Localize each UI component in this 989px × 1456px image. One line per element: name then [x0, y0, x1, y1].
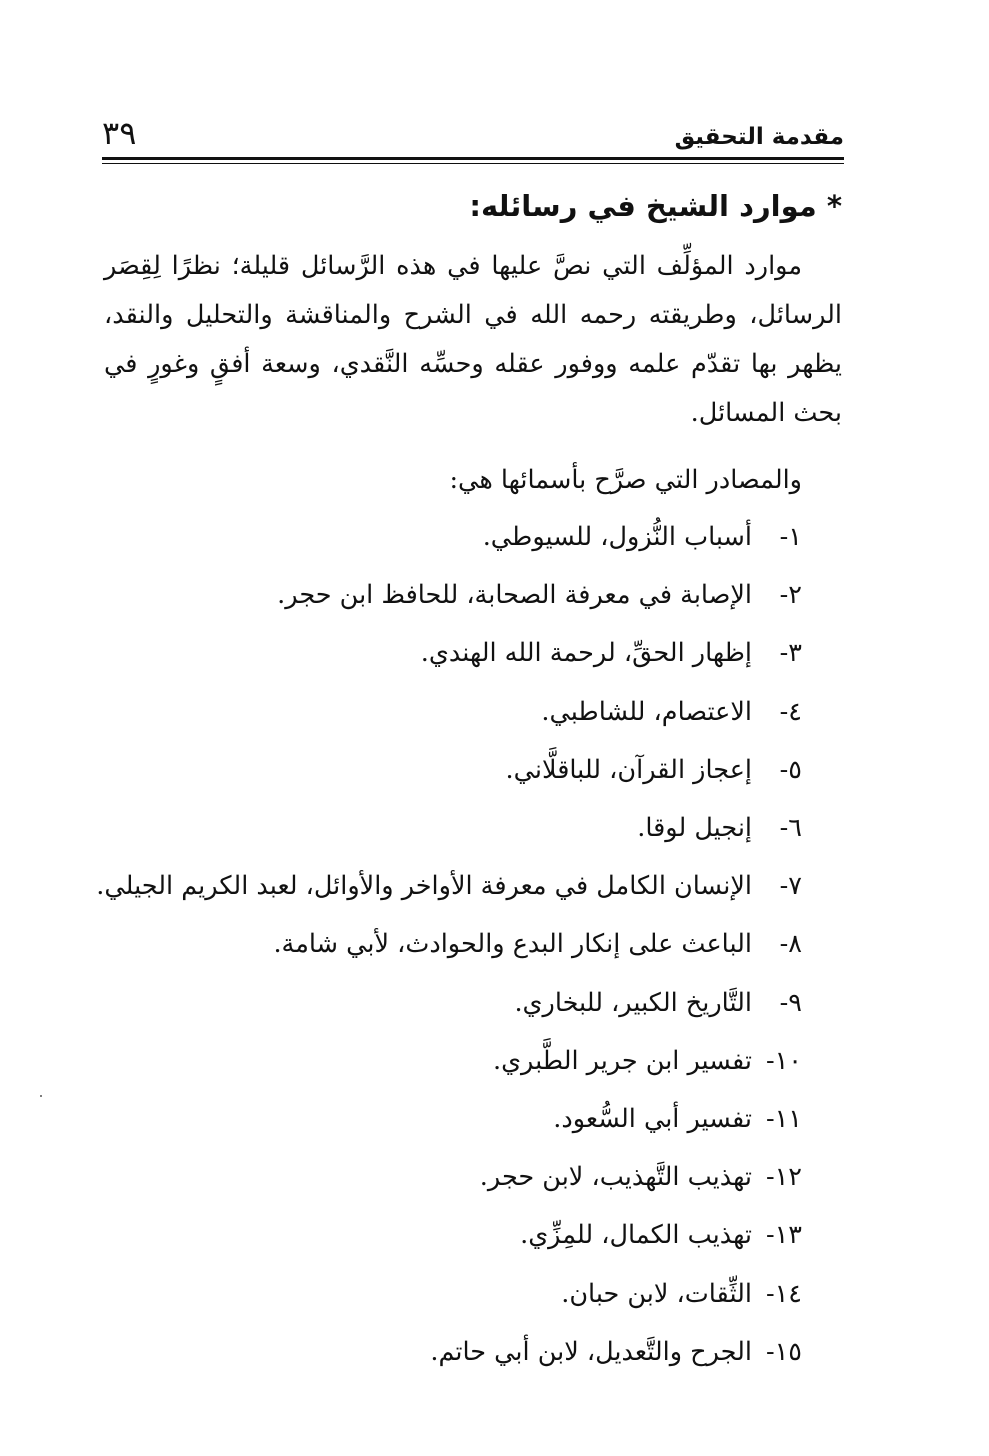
source-title: أسباب النُّزول، للسيوطي. — [482, 522, 752, 552]
sources-list — [96, 508, 842, 1381]
section-heading: * موارد الشيخ في رسائله: — [469, 189, 842, 223]
header-rule-thick — [102, 157, 844, 160]
source-item — [104, 1148, 802, 1206]
source-number: ١١- — [765, 1104, 802, 1135]
source-item — [104, 508, 802, 566]
source-title: تفسير أبي السُّعود. — [553, 1104, 752, 1135]
source-item — [104, 1206, 802, 1264]
source-title: الباعث على إنكار البدع والحوادث، لأبي شامة. — [273, 929, 752, 960]
source-title: تهذيب التَّهذيب، لابن حجر. — [479, 1162, 752, 1193]
source-number: ٤- — [779, 696, 802, 727]
source-title: تهذيب الكمال، للمِزِّي. — [520, 1220, 752, 1251]
source-title: الاعتصام، للشاطبي. — [541, 696, 752, 727]
source-number: ٢- — [779, 580, 802, 611]
header-rule-thin — [102, 163, 844, 164]
source-number: ٧- — [779, 871, 802, 902]
source-number: ٥- — [779, 754, 802, 785]
source-item — [104, 1090, 802, 1148]
source-title: تفسير ابن جرير الطَّبري. — [492, 1045, 752, 1076]
source-number: ١٤- — [765, 1278, 802, 1309]
source-item — [96, 857, 802, 915]
source-number: ٨- — [779, 929, 802, 960]
source-item — [104, 915, 802, 973]
source-title: إظهار الحقِّ، لرحمة الله الهندي. — [420, 638, 752, 669]
source-number: ٩- — [779, 987, 802, 1018]
source-title: إعجاز القرآن، للباقلَّاني. — [505, 754, 752, 785]
source-number: ١- — [779, 522, 802, 552]
source-number: ١٣- — [765, 1220, 802, 1251]
source-number: ٦- — [779, 813, 802, 844]
source-title: الثِّقات، لابن حبان. — [561, 1278, 752, 1309]
source-number: ١٠- — [765, 1045, 802, 1076]
source-title: التَّاريخ الكبير، للبخاري. — [514, 987, 752, 1018]
source-item — [104, 683, 802, 741]
intro-paragraph — [104, 242, 842, 438]
sources-intro: والمصادر التي صرَّح بأسمائها هي: — [449, 465, 802, 495]
source-title: إنجيل لوقا. — [637, 813, 752, 844]
source-item — [104, 624, 802, 682]
intro-paragraph-text: موارد المؤلِّف التي نصَّ عليها في هذه الرَّسائل قليلة؛ نظرًا لِقِصَر الرسائل، وطريقته رحمه الله في الشرح والمناقشة والتحليل والنقد، يظهر بها تقدّم علمه ووفور عقله وحسِّه النَّقدي، وسعة أفقٍ وغورٍ في بحث المسائل. — [104, 251, 842, 428]
source-title: الإنسان الكامل في معرفة الأواخر والأوائل، لعبد الكريم الجيلي. — [96, 871, 752, 902]
source-number: ١٢- — [765, 1162, 802, 1193]
running-header — [102, 112, 844, 156]
source-number: ٣- — [779, 638, 802, 669]
source-item — [104, 974, 802, 1032]
source-item — [104, 1323, 802, 1381]
scan-speck — [40, 1095, 42, 1097]
source-item — [104, 741, 802, 799]
source-item — [104, 799, 802, 857]
page-number: ٣٩ — [102, 114, 137, 152]
source-number: ١٥- — [765, 1336, 802, 1367]
source-item — [104, 1032, 802, 1090]
source-title: الإصابة في معرفة الصحابة، للحافظ ابن حجر. — [277, 580, 752, 611]
source-item — [104, 566, 802, 624]
running-title: مقدمة التحقيق — [674, 124, 844, 150]
source-item — [104, 1265, 802, 1323]
source-title: الجرح والتَّعديل، لابن أبي حاتم. — [430, 1336, 752, 1367]
page-body — [96, 178, 842, 1381]
